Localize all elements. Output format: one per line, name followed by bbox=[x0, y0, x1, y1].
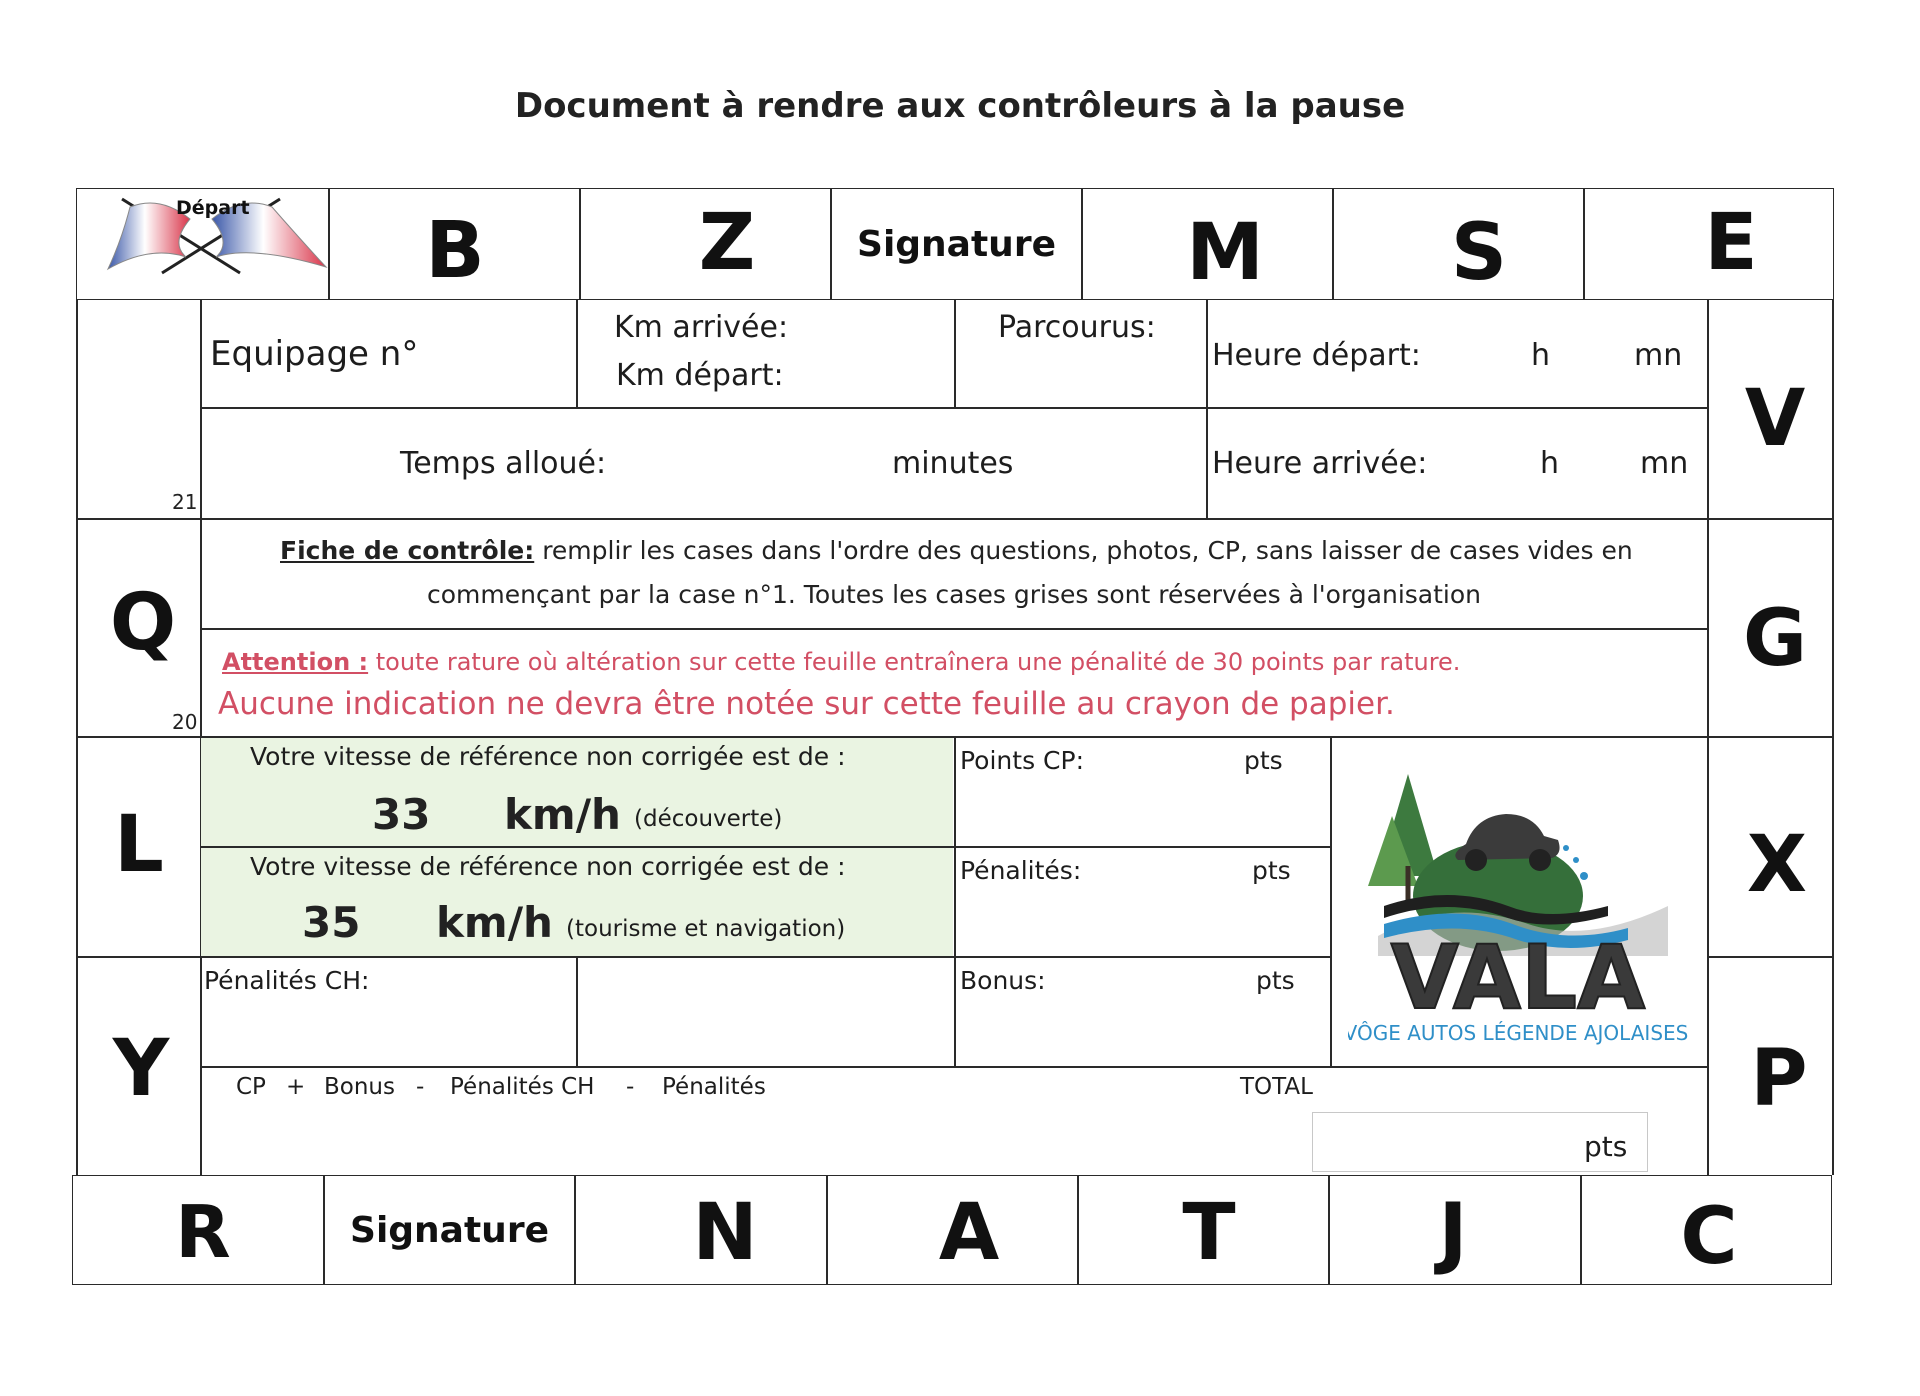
letter-z: Z bbox=[698, 198, 756, 288]
speed-value-2: 35 bbox=[302, 898, 361, 947]
letter-y: Y bbox=[112, 1024, 170, 1114]
formula-plus: + bbox=[286, 1074, 306, 1100]
bonus-pts: pts bbox=[1256, 966, 1295, 995]
km-arrivee-label: Km arrivée: bbox=[614, 310, 789, 345]
depart-label: Départ bbox=[176, 197, 250, 219]
heure-depart-label: Heure départ: bbox=[1212, 338, 1421, 373]
heure-depart-mn: mn bbox=[1634, 338, 1683, 373]
heure-arrivee-mn: mn bbox=[1640, 446, 1689, 481]
speed-note-2: (tourisme et navigation) bbox=[566, 916, 846, 942]
speed-note-1: (découverte) bbox=[634, 806, 783, 832]
temps-alloue-label: Temps alloué: bbox=[400, 446, 607, 481]
total-label: TOTAL bbox=[1240, 1074, 1313, 1100]
km-depart-label: Km départ: bbox=[616, 358, 784, 393]
heure-arrivee-label: Heure arrivée: bbox=[1212, 446, 1428, 481]
heure-arrivee-h: h bbox=[1540, 446, 1560, 481]
letter-s: S bbox=[1450, 208, 1508, 298]
formula-cp: CP bbox=[236, 1074, 266, 1100]
fiche-line-1 bbox=[280, 536, 1633, 565]
heure-depart-h: h bbox=[1531, 338, 1551, 373]
speed-unit-2: km/h bbox=[436, 898, 553, 947]
speed-unit-1: km/h bbox=[504, 790, 621, 839]
bottom-signature: Signature bbox=[350, 1210, 549, 1251]
speed-value-1: 33 bbox=[372, 790, 431, 839]
formula-minus-1: - bbox=[416, 1074, 425, 1100]
equipage-label: Equipage n° bbox=[210, 334, 419, 374]
penalites-ch-label: Pénalités CH: bbox=[204, 966, 370, 995]
total-pts: pts bbox=[1584, 1130, 1628, 1163]
formula-bonus: Bonus bbox=[324, 1074, 395, 1100]
letter-q: Q bbox=[109, 578, 177, 668]
formula-penalites-ch: Pénalités CH bbox=[450, 1074, 595, 1100]
speed-label-1: Votre vitesse de référence non corrigée est de : bbox=[250, 742, 846, 771]
letter-x: X bbox=[1746, 820, 1808, 910]
attention-line-1 bbox=[222, 648, 1460, 676]
fiche-text-1: remplir les cases dans l'ordre des questions, photos, CP, sans laisser de cases vides en bbox=[534, 536, 1633, 565]
letter-e: E bbox=[1704, 198, 1758, 288]
letter-t: T bbox=[1182, 1188, 1236, 1278]
letter-r: R bbox=[175, 1190, 231, 1274]
letter-n: N bbox=[692, 1188, 758, 1278]
penalites-label: Pénalités: bbox=[960, 856, 1082, 885]
top-signature: Signature bbox=[857, 224, 1056, 265]
attention-line-2: Aucune indication ne devra être notée sur cette feuille au crayon de papier. bbox=[218, 686, 1395, 722]
penalites-pts: pts bbox=[1252, 856, 1291, 885]
letter-b: B bbox=[425, 206, 485, 296]
letter-c: C bbox=[1680, 1192, 1738, 1282]
letter-a: A bbox=[938, 1188, 1000, 1278]
speed-label-2: Votre vitesse de référence non corrigée est de : bbox=[250, 852, 846, 881]
minutes-label: minutes bbox=[892, 446, 1014, 481]
parcourus-label: Parcourus: bbox=[998, 310, 1156, 345]
letter-j: J bbox=[1438, 1188, 1468, 1278]
letter-v: V bbox=[1744, 374, 1806, 464]
fiche-text-2: commençant par la case n°1. Toutes les cases grises sont réservées à l'organisation bbox=[426, 580, 1482, 609]
row-number-21: 21 bbox=[172, 490, 198, 514]
bonus-label: Bonus: bbox=[960, 966, 1046, 995]
page-title: Document à rendre aux contrôleurs à la pause bbox=[514, 86, 1406, 126]
attention-text: toute rature où altération sur cette feuille entraînera une pénalité de 30 points par rature. bbox=[368, 648, 1461, 676]
letter-l: L bbox=[114, 800, 164, 890]
points-cp-pts: pts bbox=[1244, 746, 1283, 775]
letter-p: P bbox=[1750, 1034, 1808, 1124]
formula-minus-2: - bbox=[626, 1074, 635, 1100]
row-number-20: 20 bbox=[172, 710, 198, 734]
vala-logo bbox=[1348, 756, 1688, 1056]
vala-logo-tagline: VÔGE AUTOS LÉGENDE AJOLAISES bbox=[1348, 1021, 1688, 1045]
fiche-heading: Fiche de contrôle: bbox=[280, 536, 535, 565]
points-cp-label: Points CP: bbox=[960, 746, 1084, 775]
letter-g: G bbox=[1742, 594, 1808, 684]
attention-heading: Attention : bbox=[222, 648, 369, 676]
formula-penalites: Pénalités bbox=[662, 1074, 766, 1100]
vala-logo-text: VALA bbox=[1390, 926, 1646, 1029]
letter-m: M bbox=[1186, 208, 1264, 298]
